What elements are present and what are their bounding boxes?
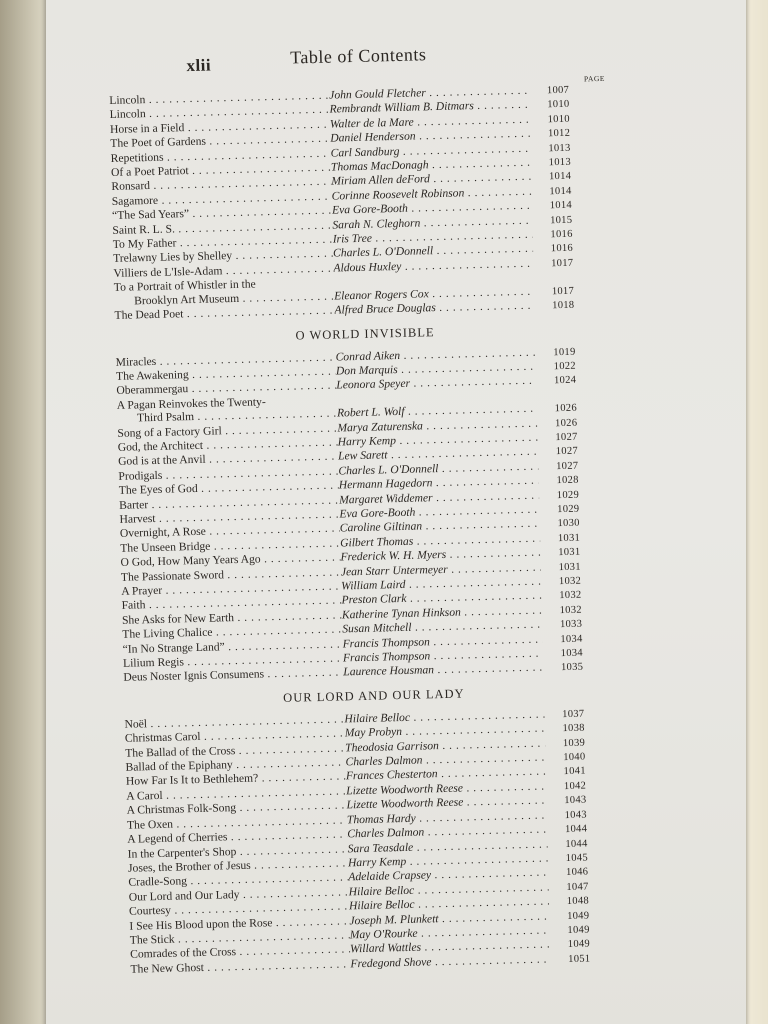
entry-author: May Probyn . . . [345,722,545,740]
entry-title: Barter . . . [119,493,339,511]
entry-title: The Passionate Sword . . . [121,565,341,583]
section-heading: O WORLD INVISIBLE [295,324,435,343]
entry-author: Adelaide Crapsey . . . [348,866,548,884]
entry-title: Lilium Regis . . . [123,651,343,669]
entry-title: I See His Blood upon the Rose . . . [129,914,349,932]
entry-author: Katherine Tynan Hinkson . . . [342,603,542,621]
entry-title: In the Carpenter's Shop . . . [128,842,348,860]
entry-title: A Legend of Cherries . . . [127,827,347,845]
entry-title: Miracles . . . [116,350,336,368]
entry-page-number: 1028 [556,474,579,487]
entry-author: Sara Teasdale . . . [347,837,547,855]
entry-page-number: 1031 [558,546,581,559]
entry-author: Hilaire Belloc . . . [349,880,549,898]
entry-title: Prodigals . . . [118,464,338,482]
entry-author: Charles L. O'Donnell . . . [338,459,538,477]
entry-title: A Christmas Folk-Song . . . [126,799,346,817]
entry-title: Brooklyn Art Museum . . . [134,289,334,307]
entry-author: Daniel Henderson . . . [330,127,530,145]
entry-page-number: 1030 [557,517,580,530]
entry-page-number: 1014 [549,185,572,198]
entry-page-number: 1042 [563,780,587,792]
entry-author: Frederick W. H. Myers . . . [340,546,540,564]
entry-page-number: 1012 [547,127,571,140]
entry-title: The Ballad of the Cross . . . [125,741,345,759]
entry-page-number: 1010 [547,113,571,126]
entry-page-number: 1014 [549,199,573,212]
entry-page-number: 1049 [567,938,591,951]
entry-title: The Eyes of God . . . [119,479,339,497]
entry-author: Preston Clark . . . [341,589,541,607]
entry-page-number: 1013 [548,142,571,154]
entry-author: Charles Dalmon . . . [345,751,545,769]
entry-title: Saint R. L. S. . . . [112,218,332,236]
entry-author: Thomas MacDonagh . . . [331,156,531,174]
entry-page-number: 1014 [548,171,572,183]
contents-section [124,682,631,976]
contents-section [109,82,614,324]
entry-title: A Prayer . . . [121,579,341,597]
entry-title: Third Psalm . . . [137,407,337,425]
running-title: Table of Contents [289,44,427,68]
entry-page-number: 1043 [564,809,588,821]
entry-title: The Dead Poet . . . [114,304,334,322]
entry-title: The Stick . . . [130,928,350,946]
contents-sections [109,82,630,977]
entry-page-number: 1045 [565,852,589,864]
entry-page-number: 1044 [564,823,588,836]
entry-author: Francis Thompson . . . [342,632,542,650]
entry-title: Song of a Factory Girl . . . [117,421,337,439]
entry-page-number: 1029 [556,489,580,501]
entry-author: Marya Zaturenska . . . [337,416,537,434]
entry-author: Jean Starr Untermeyer . . . [341,560,541,578]
entry-page-number: 1035 [560,662,584,674]
entry-title: God is at the Anvil . . . [118,450,338,468]
entry-page-number: 1039 [562,737,586,749]
entry-author: Hermann Hagedorn . . . [339,474,539,492]
entry-author: Eva Gore-Booth . . . [332,199,532,217]
entry-page-number: 1017 [551,285,575,297]
page-column-label: PAGE [583,73,606,84]
entry-page-number: 1034 [560,647,584,660]
table-of-contents [108,36,631,977]
entry-title: Lincoln . . . [109,103,329,121]
entry-page-number: 1027 [555,445,579,458]
entry-title: Of a Poet Patriot . . . [111,161,331,179]
contents-section [115,320,623,685]
entry-title: Sagamore . . . [112,189,332,207]
entry-author: Lew Sarett . . . [338,445,538,463]
entry-page-number: 1032 [558,575,582,588]
entry-page-number: 1013 [548,156,572,169]
entry-title: Repetitions . . . [111,146,331,164]
entry-page-number: 1024 [553,374,577,387]
entry-page-number: 1032 [559,604,583,616]
entry-page-number: 1031 [558,561,581,573]
entry-author: Theodosia Garrison . . . [345,736,545,754]
entry-page-number: 1029 [557,503,580,516]
entry-author: Gilbert Thomas . . . [340,531,540,549]
entry-title: Deus Noster Ignis Consumens . . . [123,666,343,684]
entry-page-number: 1018 [552,299,575,312]
entry-title: O God, How Many Years Ago . . . [120,551,340,569]
entry-page-number: 1022 [553,360,577,373]
entry-author: Lizette Woodworth Reese . . . [346,794,546,812]
entry-author: Margaret Widdemer . . . [339,488,539,506]
entry-author: Sarah N. Cleghorn . . . [332,213,532,231]
entry-author: Charles Dalmon . . . [347,823,547,841]
entry-author: Thomas Hardy . . . [347,808,547,826]
entry-author: Laurence Housman . . . [343,661,543,679]
entry-author: Fredegond Shove . . . [350,952,550,970]
entry-author: Don Marquis . . . [336,360,536,378]
entry-title: She Asks for New Earth . . . [122,608,342,626]
entry-author: Charles L. O'Donnell . . . [333,242,533,260]
entry-page-number: 1037 [562,708,585,720]
entry-page-number: 1051 [568,953,591,965]
entry-author: Conrad Aiken . . . [335,345,535,363]
entry-title-first-line: A Pagan Reinvokes the Twenty- [116,394,266,412]
entry-author: Hilaire Belloc . . . [344,707,544,725]
entry-title: Harvest . . . [119,507,339,525]
entry-page-number: 1016 [550,228,573,241]
entry-title: Courtesy . . . [129,899,349,917]
entry-author: Lizette Woodworth Reese . . . [346,779,546,797]
entry-title: Noël . . . [124,712,344,730]
entry-page-number: 1007 [546,84,570,97]
entry-author: Corinne Roosevelt Robinson . . . [332,185,532,203]
entry-author: Miriam Allen deFord . . . [331,170,531,188]
entry-author: William Laird . . . [341,575,541,593]
entry-page-number: 1026 [554,417,578,429]
entry-title: Lincoln . . . [109,89,329,107]
entry-author: Leonora Speyer . . . [336,374,536,392]
entry-author: Susan Mitchell . . . [342,618,542,636]
entry-title: Christmas Carol . . . [125,727,345,745]
entry-page-number: 1033 [559,618,583,631]
entry-page-number: 1016 [550,243,574,255]
entry-title: Comrades of the Cross . . . [130,943,350,961]
entry-title: The Living Chalice . . . [122,623,342,641]
entry-author: May O'Rourke . . . [350,923,550,941]
entry-title: The Poet of Gardens . . . [110,132,330,150]
entry-author: Frances Chesterton . . . [346,765,546,783]
entry-page-number: 1047 [566,881,589,893]
entry-page-number: 1038 [562,722,585,735]
entry-author: Caroline Giltinan . . . [340,517,540,535]
entry-title: Trelawny Lies by Shelley . . . [113,247,333,265]
entry-title: Faith . . . [121,594,341,612]
entry-title: Overnight, A Rose . . . [120,522,340,540]
entry-page-number: 1034 [560,633,583,645]
entry-title: A Carol . . . [126,784,346,802]
entry-page-number: 1049 [567,910,590,922]
entry-page-number: 1041 [563,766,586,778]
entry-author: Aldous Huxley . . . [333,257,533,275]
entry-title: Our Lord and Our Lady . . . [129,885,349,903]
entry-page-number: 1046 [565,866,589,879]
entry-title: Villiers de L'Isle-Adam . . . [113,261,333,279]
entry-author: Robert L. Wolf . . . [337,402,537,420]
entry-title: Oberammergau . . . [116,379,336,397]
entry-page-number: 1043 [564,794,587,807]
entry-page-number: 1010 [547,99,570,111]
entry-page-number: 1027 [555,431,578,444]
entry-author: Willard Wattles . . . [350,938,550,956]
entry-title: The Unseen Bridge . . . [120,536,340,554]
section-heading: OUR LORD AND OUR LADY [283,686,465,705]
entry-title: Horse in a Field . . . [110,117,330,135]
entry-title: “The Sad Years” . . . [112,204,332,222]
entry-page-number: 1015 [550,214,573,226]
entry-author: Hilaire Belloc . . . [349,895,549,913]
entry-page-number: 1019 [553,346,576,358]
entry-title: How Far Is It to Bethlehem? . . . [126,770,346,788]
entry-title: Ronsard . . . [111,175,331,193]
entry-author: John Gould Fletcher . . . [329,84,529,102]
entry-author: Rembrandt William B. Ditmars . . . [329,98,529,116]
entry-page-number: 1040 [563,751,586,764]
entry-page-number: 1027 [556,460,579,472]
entry-title: The Awakening . . . [116,364,336,382]
entry-title: Cradle-Song . . . [128,871,348,889]
entry-author: Alfred Bruce Douglas . . . [334,299,534,317]
entry-author: Francis Thompson . . . [343,647,543,665]
entry-author: Carl Sandburg . . . [330,141,530,159]
page-folio: xlii [186,55,212,76]
entry-title: To My Father . . . [113,233,333,251]
entry-title-first-line: To a Portrait of Whistler in the [113,277,256,295]
entry-author: Eleanor Rogers Cox . . . [334,284,534,302]
entry-title: Joses, the Brother of Jesus . . . [128,856,348,874]
entry-author: Iris Tree . . . [333,228,533,246]
entry-page-number: 1026 [554,402,578,415]
entry-title: The Oxen . . . [127,813,347,831]
entry-author: Eva Gore-Booth . . . [339,503,539,521]
entry-page-number: 1049 [567,924,590,936]
entry-page-number: 1032 [559,590,582,602]
entry-title: “In No Strange Land” . . . [123,637,343,655]
entry-page-number: 1031 [557,532,581,544]
entry-author: Walter de la Mare . . . [330,113,530,131]
entry-page-number: 1048 [566,895,590,908]
entry-title: The New Ghost . . . [130,957,350,975]
entry-author: Harry Kemp . . . [338,431,538,449]
entry-title: Ballad of the Epiphany . . . [125,755,345,773]
entry-author: Joseph M. Plunkett . . . [349,909,549,927]
entry-author: Harry Kemp . . . [348,851,548,869]
entry-page-number: 1017 [551,257,574,270]
entry-page-number: 1044 [565,838,588,850]
entry-title: God, the Architect . . . [118,435,338,453]
